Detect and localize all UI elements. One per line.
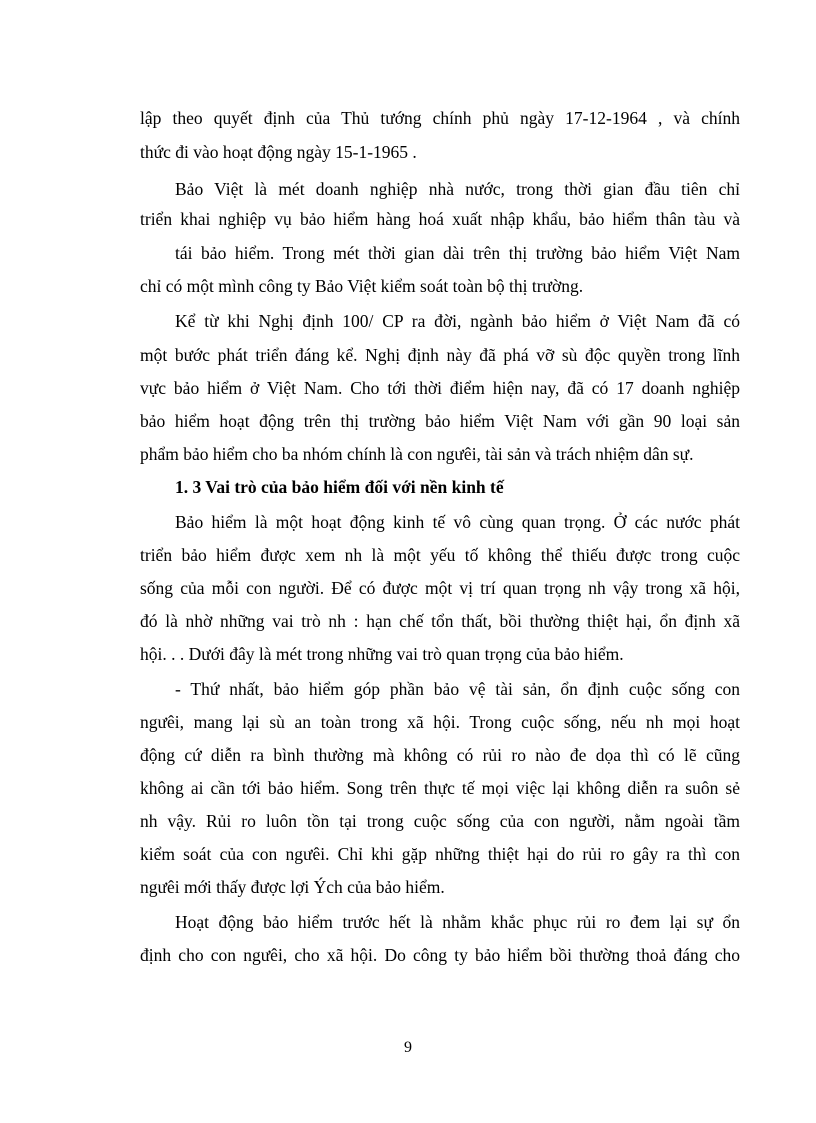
text-line: thức đi vào hoạt động ngày 15-1-1965 . — [140, 142, 417, 162]
text-line: lập theo quyết định của Thủ tướng chính phủ ngày 17-12-1964 , và chính — [140, 108, 740, 128]
text-line: động cứ diễn ra bình thường mà không có rủi ro nào đe dọa thì có lẽ cũng — [140, 745, 740, 765]
text-line: triển bảo hiểm được xem nh là một yếu tố không thể thiếu được trong cuộc — [140, 545, 740, 565]
text-line: - Thứ nhất, bảo hiểm góp phần bảo vệ tài sản, ổn định cuộc sống con — [175, 679, 740, 699]
text-line: Hoạt động bảo hiểm trước hết là nhằm khắc phục rủi ro đem lại sự ổn — [175, 912, 740, 932]
text-line: hội. . . Dưới đây là mét trong những vai trò quan trọng của bảo hiểm. — [140, 644, 624, 664]
text-line: sống của mỗi con người. Để có được một vị trí quan trọng nh vậy trong xã hội, — [140, 578, 740, 598]
text-line: ngưêi, mang lại sù an toàn trong xã hội. Trong cuộc sống, nếu nh mọi hoạt — [140, 712, 740, 732]
text-line: bảo hiểm hoạt động trên thị trường bảo hiểm Việt Nam với gần 90 loại sản — [140, 411, 740, 431]
text-line: đó là nhờ những vai trò nh : hạn chế tổn thất, bồi thường thiệt hại, ổn định xã — [140, 611, 740, 631]
text-line: Bảo hiểm là một hoạt động kinh tế vô cùng quan trọng. Ở các nước phát — [175, 512, 740, 532]
page-number: 9 — [404, 1039, 412, 1056]
text-line: triển khai nghiệp vụ bảo hiểm hàng hoá xuất nhập khẩu, bảo hiểm thân tàu và — [140, 209, 740, 229]
text-line: vực bảo hiểm ở Việt Nam. Cho tới thời điểm hiện nay, đã có 17 doanh nghiệp — [140, 378, 740, 398]
text-line: Kể từ khi Nghị định 100/ CP ra đời, ngành bảo hiểm ở Việt Nam đã có — [175, 311, 740, 331]
text-line: phẩm bảo hiểm cho ba nhóm chính là con ngưêi, tài sản và trách nhiệm dân sự. — [140, 444, 694, 464]
text-line: tái bảo hiểm. Trong mét thời gian dài trên thị trường bảo hiểm Việt Nam — [175, 243, 740, 263]
section-heading: 1. 3 Vai trò của bảo hiểm đối với nền kinh tế — [175, 477, 504, 497]
text-line: kiểm soát của con ngưêi. Chỉ khi gặp những thiệt hại do rủi ro gây ra thì con — [140, 844, 740, 864]
text-line: ngưêi mới thấy được lợi Ých của bảo hiểm. — [140, 877, 445, 897]
text-line: Bảo Việt là mét doanh nghiệp nhà nước, trong thời gian đầu tiên chỉ — [175, 179, 740, 199]
text-line: chỉ có một mình công ty Bảo Việt kiểm soát toàn bộ thị trường. — [140, 276, 584, 296]
text-line: nh vậy. Rủi ro luôn tồn tại trong cuộc sống của con người, nằm ngoài tầm — [140, 811, 740, 831]
text-line: không ai cần tới bảo hiểm. Song trên thực tế mọi việc lại không diễn ra suôn sẻ — [140, 778, 740, 798]
text-line: một bước phát triển đáng kể. Nghị định này đã phá vỡ sù độc quyền trong lĩnh — [140, 345, 740, 365]
text-line: định cho con ngưêi, cho xã hội. Do công ty bảo hiểm bồi thường thoả đáng cho — [140, 945, 740, 965]
